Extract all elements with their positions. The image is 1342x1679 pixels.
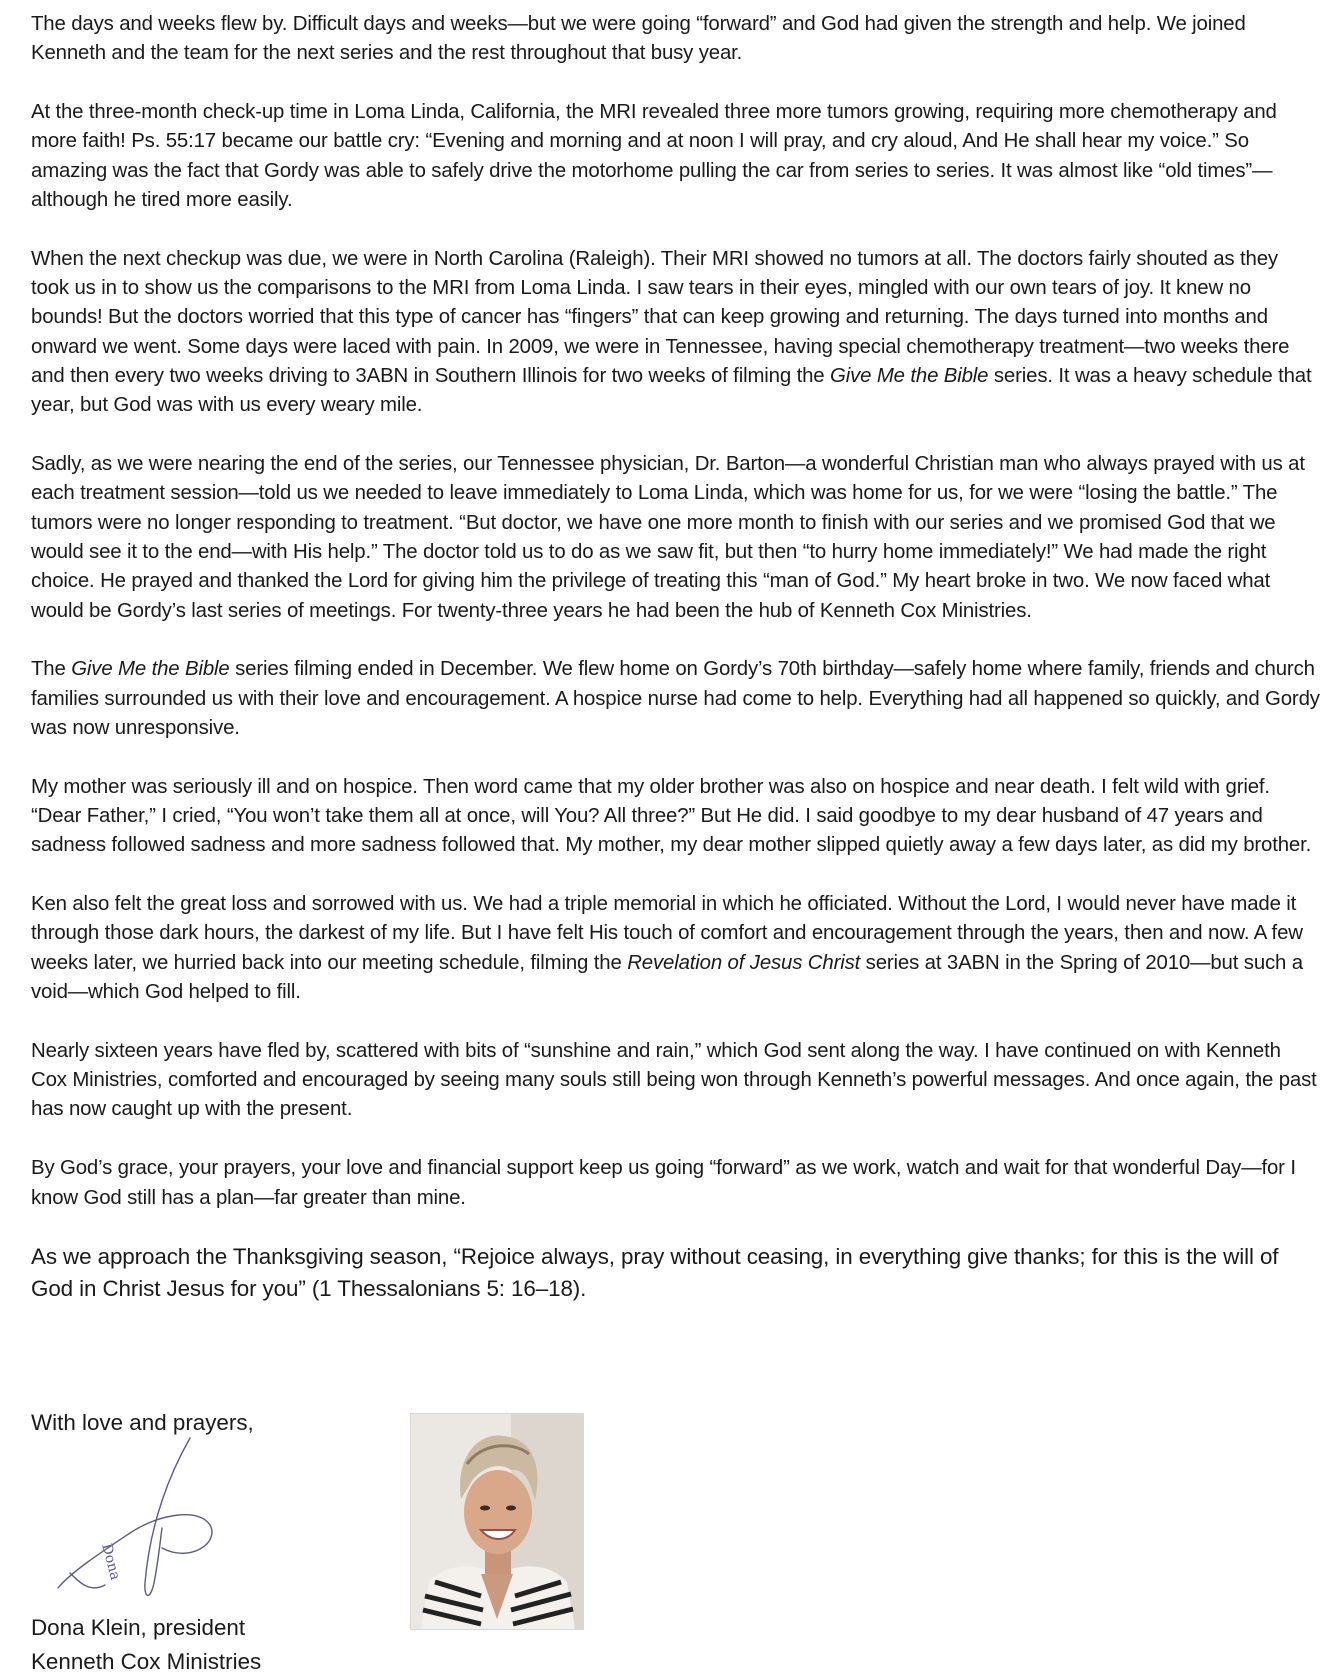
series-title: Give Me the Bible <box>829 364 989 387</box>
paragraph: My mother was seriously ill and on hospice. Then word came that my older brother was also on hospice and near death. I felt wild with grief. “Dear Father,” I cried, “You won’t take them all at once, will You? All three?” But He did. I said goodbye to my dear husband of 47 years and sadness followed sadness and more sadness followed that. My mother, my dear mother slipped quietly away a few days later, as did my brother. <box>31 775 1312 857</box>
series-title: Give Me the Bible <box>71 658 230 681</box>
paragraph: Nearly sixteen years have fled by, scattered with bits of “sunshine and rain,” which God sent along the way. I have continued on with Kenneth Cox Ministries, comforted and encouraged by seeing many souls still being won through Kenneth’s powerful messages. And once again, the past has now caught up with the present. <box>31 1039 1317 1121</box>
letter-body <box>31 10 1321 1305</box>
signer-name: Dona Klein, president <box>31 1615 246 1640</box>
paragraph: Sadly, as we were nearing the end of the series, our Tennessee physician, Dr. Barton—a wonderful Christian man who always prayed with us at each treatment session—told us we needed to leave immediately to Loma Linda, which was home for us, for we were “losing the battle.” The tumors were no longer responding to treatment. “But doctor, we have one more month to finish with our series and we promised God that we would see it to the end—with His help.” The doctor told us to do as we saw fit, but then “to hurry home immediately!” We had made the right choice. He prayed and thanked the Lord for giving him the privilege of treating this “man of God.” My heart broke in two. We now faced what would be Gordy’s last series of meetings. For twenty-three years he had been the hub of Kenneth Cox Ministries. <box>31 453 1305 622</box>
paragraph: When the next checkup was due, we were in North Carolina (Raleigh). Their MRI showed no tumors at all. The doctors fairly shouted as they took us in to show us the comparisons to the MRI from Loma Linda. I saw tears in their eyes, mingled with our own tears of joy. It knew no bounds! But the doctors worried that this type of cancer has “fingers” that can keep growing and returning. The days turned into months and onward we went. Some days were laced with pain. In 2009, we were in Tennessee, having special chemotherapy treatment—two weeks there and then every two weeks driving to 3ABN in Southern Illinois for two weeks of filming the Give Me the Bible series. It was a heavy schedule that year, but God was with us every weary mile. <box>31 247 1312 417</box>
signature-icon <box>50 1433 240 1603</box>
paragraph: At the three-month check-up time in Loma Linda, California, the MRI revealed three more tumors growing, requiring more chemotherapy and more faith! Ps. 55:17 became our battle cry: “Evening and morning and at noon I will pray, and cry aloud, And He shall hear my voice.” So amazing was the fact that Gordy was able to safely drive the motorhome pulling the car from series to series. It was almost like “old times”—although he tired more easily. <box>31 101 1277 211</box>
signer-organization: Kenneth Cox Ministries <box>31 1649 262 1674</box>
paragraph: The days and weeks flew by. Difficult days and weeks—but we were going “forward” and God had given the strength and help. We joined Kenneth and the team for the next series and the rest throughout that busy year. <box>31 13 1246 65</box>
portrait-photo <box>410 1413 584 1630</box>
paragraph: The Give Me the Bible series filming ended in December. We flew home on Gordy’s 70th birthday—safely home where family, friends and church families surrounded us with their love and encouragement. A hospice nurse had come to help. Everything had all happened so quickly, and Gordy was now unresponsive. <box>31 658 1320 739</box>
series-title: Revelation of Jesus Christ <box>627 951 861 974</box>
paragraph: Ken also felt the great loss and sorrowed with us. We had a triple memorial in which he officiated. Without the Lord, I would never have made it through those dark hours, the darkest of my life. But I have felt His touch of comfort and encouragement through the years, then and now. A few weeks later, we hurried back into our meeting schedule, filming the Revelation of Jesus Christ series at 3ABN in the Spring of 2010—but such a void—which God helped to fill. <box>31 893 1303 1004</box>
signer-block <box>31 1611 261 1679</box>
portrait-icon <box>411 1414 583 1629</box>
paragraph: By God’s grace, your prayers, your love and financial support keep us going “forward” as we work, watch and wait for that wonderful Day—for I know God still has a plan—far greater than mine. <box>31 1157 1296 1209</box>
signature-text: Dona <box>98 1541 124 1582</box>
scripture-quote: As we approach the Thanksgiving season, “Rejoice always, pray without ceasing, in everything give thanks; for this is the will of God in Christ Jesus for you” (1 Thessalonians 5: 16–18). <box>31 1243 1279 1301</box>
closing-line: With love and prayers, <box>31 1410 254 1435</box>
